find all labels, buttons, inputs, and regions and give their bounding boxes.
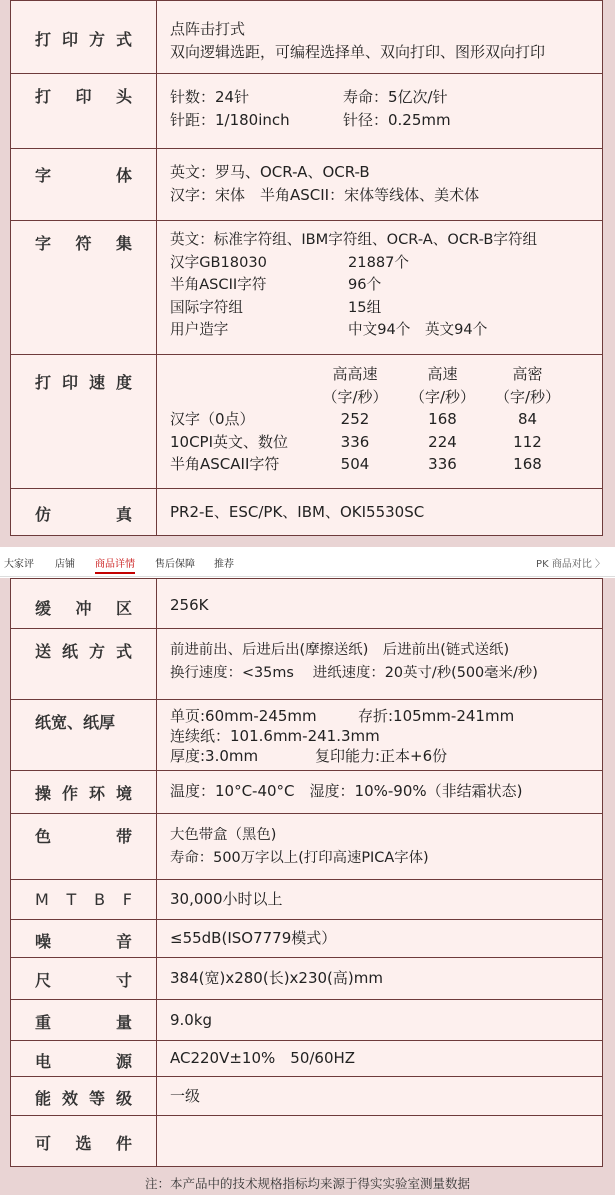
- tab-recommend[interactable]: 推荐: [214, 559, 234, 570]
- row-label-emulation: 仿 真: [35, 505, 132, 524]
- charset-value: 21887个: [348, 253, 410, 271]
- energy-value: 一级: [170, 1087, 201, 1105]
- ribbon-line: 寿命：500万字以上(打印高速PICA字体): [170, 849, 429, 866]
- feed-line: 换行速度：<35ms 进纸速度：20英寸/秒(500毫米/秒): [170, 664, 538, 681]
- table-row: [11, 958, 603, 1000]
- print-method-line: 双向逻辑选距，可编程选择单、双向打印、图形双向打印: [170, 42, 546, 61]
- paper-continuous: 连续纸：101.6mm-241.3mm: [170, 727, 380, 745]
- speed-value: 112: [513, 432, 542, 451]
- speed-unit: （字/秒）: [409, 387, 476, 406]
- footnote: 注：本产品中的技术规格指标均来源于得实实验室测量数据: [144, 1176, 470, 1191]
- row-label-size: 尺 寸: [35, 971, 132, 990]
- speed-unit: （字/秒）: [322, 387, 388, 406]
- speed-value: 168: [513, 455, 542, 473]
- speed-value: 504: [340, 455, 370, 473]
- tab-store[interactable]: 店铺: [55, 559, 75, 570]
- pin-diameter: 针径：0.25mm: [343, 110, 451, 129]
- table-row: [11, 1041, 603, 1077]
- table-row: [11, 880, 603, 920]
- row-label-ribbon: 色 带: [35, 827, 132, 846]
- spec-panel-bottom: [0, 578, 615, 1195]
- feed-line: 前进前出、后进后出(摩擦送纸) 后进前出(链式送纸): [170, 642, 510, 658]
- row-label-print-method: 打 印 方 式: [35, 30, 132, 49]
- row-label-options: 可 选 件: [35, 1134, 132, 1153]
- noise-value: ≤55dB(ISO7779模式）: [170, 929, 337, 947]
- spec-table-top: [10, 0, 603, 536]
- paper-single: 单页:60mm-245mm: [170, 707, 317, 725]
- speed-row-name: 10CPI英文、数位: [170, 432, 289, 451]
- head-life: 寿命：5亿次/针: [343, 88, 448, 106]
- row-label-font: 字 体: [35, 166, 132, 185]
- row-label-buffer: 缓 冲 区: [35, 599, 132, 618]
- charset-value: 中文94个 英文94个: [348, 321, 488, 338]
- speed-value: 168: [428, 410, 457, 428]
- row-label-charset: 字 符 集: [35, 234, 132, 253]
- table-row: [11, 74, 603, 149]
- table-row: [11, 1, 603, 74]
- environment-value: 温度：10°C-40°C 湿度：10%-90%（非结霜状态): [170, 782, 523, 800]
- table-row: [11, 221, 603, 355]
- spec-table-bottom: [10, 578, 603, 1167]
- charset-value: 15组: [348, 298, 382, 316]
- speed-row-name: 汉字（0点）: [170, 410, 255, 428]
- row-label-feed: 送 纸 方 式: [35, 642, 132, 661]
- spec-panel-top: [0, 0, 615, 547]
- table-row: [11, 1000, 603, 1041]
- table-row: [11, 771, 603, 814]
- row-label-speed: 打 印 速 度: [35, 373, 132, 392]
- speed-header: 高速: [427, 365, 458, 383]
- emulation-value: PR2-E、ESC/PK、IBM、OKI5530SC: [170, 503, 425, 521]
- weight-value: 9.0kg: [170, 1011, 213, 1029]
- product-tab-bar: [0, 549, 615, 577]
- table-row: [11, 1116, 603, 1167]
- speed-value: 252: [340, 410, 370, 428]
- speed-header: 高高速: [332, 365, 378, 383]
- speed-value: 336: [340, 432, 370, 451]
- row-label-print-head: 打 印 头: [35, 87, 132, 106]
- row-label-weight: 重 量: [35, 1013, 132, 1032]
- speed-value: 84: [517, 410, 538, 428]
- row-label-energy: 能 效 等 级: [35, 1089, 132, 1108]
- speed-row-name: 半角ASCAII字符: [170, 455, 280, 473]
- table-row: [11, 579, 603, 629]
- charset-line: 英文：标准字符组、IBM字符组、OCR-A、OCR-B字符组: [170, 231, 538, 248]
- row-label-power: 电 源: [35, 1052, 132, 1071]
- table-row: [11, 355, 603, 489]
- charset-name: 半角ASCII字符: [170, 276, 267, 293]
- charset-name: 国际字符组: [170, 298, 243, 316]
- table-row: [11, 814, 603, 880]
- compare-button[interactable]: PK 商品对比 〉: [536, 559, 605, 570]
- table-row: [11, 489, 603, 536]
- speed-header: 高密: [512, 365, 543, 383]
- power-value: AC220V±10% 50/60HZ: [170, 1049, 356, 1067]
- table-row: [11, 700, 603, 771]
- tab-reviews[interactable]: 大家评: [4, 559, 34, 570]
- paper-copy: 复印能力:正本+6份: [315, 747, 448, 765]
- font-line: 英文：罗马、OCR-A、OCR-B: [170, 163, 370, 181]
- charset-value: 96个: [348, 276, 382, 293]
- table-row: [11, 920, 603, 958]
- paper-thickness: 厚度:3.0mm: [170, 747, 259, 765]
- ribbon-line: 大色带盒（黑色): [170, 827, 277, 843]
- speed-value: 224: [428, 432, 457, 451]
- table-row: [11, 149, 603, 221]
- print-method-line: 点阵击打式: [170, 20, 246, 38]
- mtbf-value: 30,000小时以上: [170, 890, 283, 908]
- buffer-value: 256K: [170, 596, 209, 614]
- pin-pitch: 针距：1/180inch: [170, 110, 290, 129]
- speed-unit: （字/秒）: [494, 387, 561, 406]
- size-value: 384(宽)x280(长)x230(高)mm: [170, 969, 383, 987]
- paper-fold: 存折:105mm-241mm: [358, 707, 515, 725]
- row-label-noise: 噪 音: [35, 932, 132, 951]
- row-label-paper: 纸宽、纸厚: [35, 713, 116, 732]
- speed-value: 336: [428, 455, 457, 473]
- table-row: [11, 629, 603, 700]
- tab-after-sales[interactable]: 售后保障: [155, 559, 195, 570]
- pin-count: 针数：24针: [170, 88, 250, 106]
- charset-name: 汉字GB18030: [170, 253, 267, 271]
- tab-product-details[interactable]: 商品详情: [95, 555, 135, 574]
- table-row: [11, 1077, 603, 1116]
- row-label-mtbf: M T B F: [35, 890, 132, 909]
- row-label-environment: 操 作 环 境: [35, 784, 132, 803]
- charset-name: 用户造字: [170, 321, 229, 338]
- font-line: 汉字：宋体 半角ASCII：宋体等线体、美术体: [170, 185, 480, 204]
